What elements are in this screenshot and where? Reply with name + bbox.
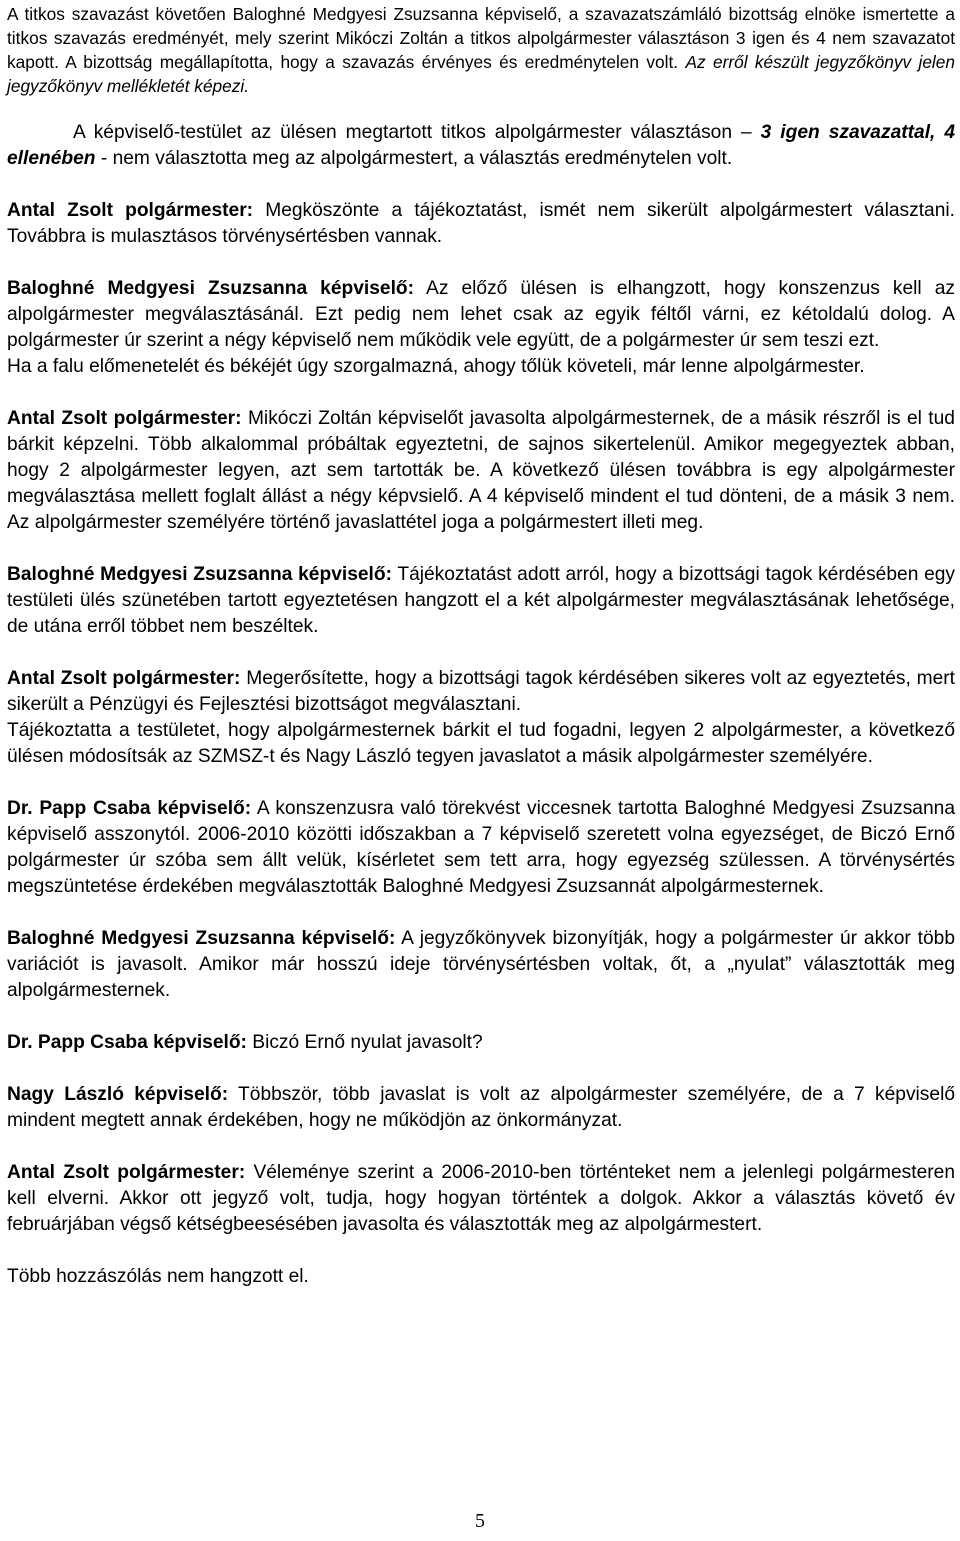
resolution-pre: A képviselő-testület az ülésen megtartott titkos alpolgármester választáson – (73, 122, 752, 143)
speech-paragraph (7, 666, 955, 718)
speech-text: Többször, több javaslat is volt az alpolgármester személyére, de a 7 képviselő mindent megtett annak érdekében, hogy ne működjön az önkormányzat. (7, 1084, 956, 1131)
speech-continuation: Ha a falu előmenetelét és békéjét úgy szorgalmazná, ahogy tőlük követeli, már lenne alpolgármester. (7, 356, 865, 377)
speech-paragraph (7, 926, 955, 1004)
speech-paragraph (7, 562, 955, 640)
speaker-name: Antal Zsolt polgármester: (7, 200, 254, 221)
speaker-name: Nagy László képviselő: (7, 1084, 229, 1105)
speaker-name: Antal Zsolt polgármester: (7, 408, 242, 429)
speech-paragraph (7, 1160, 955, 1238)
intro-paragraph (7, 2, 955, 98)
document-page (7, 0, 955, 1290)
speech-text: Megköszönte a tájékoztatást, ismét nem sikerült alpolgármestert választani. Továbbra is mulasztásos törvénysértésben vannak. (7, 200, 955, 247)
speech-paragraph (7, 796, 955, 900)
speech-text: A konszenzusra való törekvést viccesnek tartotta Baloghné Medgyesi Zsuzsanna képviselő asszonytól. 2006-2010 közötti időszakban a 7 képviselő szeretett volna egyezséget, de Biczó Ernő polgármester úr szóba sem állt velük, kísérletet sem tett arra, hogy egyezség szülessen. A törvénysértés megszüntetése érdekében megválasztották Baloghné Medgyesi Zsuzsannát alpolgármesternek. (7, 798, 955, 897)
speech-paragraph (7, 198, 955, 250)
speech-paragraph (7, 1082, 955, 1134)
speech-paragraph (7, 1030, 955, 1056)
speech-continuation: Tájékoztatta a testületet, hogy alpolgármesternek bárkit el tud fogadni, legyen 2 alpolgármester, a következő ülésen módosítsák az SZMSZ-t és Nagy László tegyen javaslatot a másik alpolgármester személyére. (7, 720, 955, 767)
speaker-name: Antal Zsolt polgármester: (7, 1162, 246, 1183)
speech-text: Biczó Ernő nyulat javasolt? (252, 1032, 483, 1053)
speaker-name: Dr. Papp Csaba képviselő: (7, 798, 252, 819)
speaker-name: Baloghné Medgyesi Zsuzsanna képviselő: (7, 564, 392, 585)
intro-italic-note: Az erről készült jegyzőkönyv jelen jegyzőkönyv mellékletét képezi. (7, 52, 955, 96)
speaker-name: Dr. Papp Csaba képviselő: (7, 1032, 247, 1053)
speech-text: Megerősítette, hogy a bizottsági tagok kérdésében sikeres volt az egyeztetés, mert sikerült a Pénzügyi és Fejlesztési bizottságot megválasztani. (7, 668, 955, 715)
speech-text: Az előző ülésen is elhangzott, hogy konszenzus kell az alpolgármester megválasztásánál. Ezt pedig nem lehet csak az egyik féltől várni, ez kétoldalú dolog. A polgármester úr szerint a négy képviselő nem működik vele együtt, de a polgármester úr sem teszi ezt. (7, 278, 955, 351)
resolution-paragraph (7, 120, 955, 172)
speaker-name: Antal Zsolt polgármester: (7, 668, 241, 689)
page-number: 5 (475, 1510, 485, 1532)
speech-text: Mikóczi Zoltán képviselőt javasolta alpolgármesternek, de a másik részről is el tud bárkit képzelni. Több alkalommal próbáltak egyeztetni, de sajnos sikertelenül. Amikor megegyeztek abban, hogy 2 alpolgármester legyen, azt sem tartották be. A következő ülésen továbbra is egy alpolgármester megválasztása mellett foglalt állást a négy képvsielő. A 4 képviselő mindent el tud dönteni, de a másik 3 nem. Az alpolgármester személyére történő javaslattétel joga a polgármestert illeti meg. (7, 408, 955, 533)
speech-text: Tájékoztatást adott arról, hogy a bizottsági tagok kérdésében egy testületi ülés szünetében tartott egyeztetésen hangzott el a két alpolgármester megválasztásának lehetősége, de utána erről többet nem beszéltek. (7, 564, 956, 637)
closing-statement: Több hozzászólás nem hangzott el. (7, 1266, 309, 1287)
speech-paragraph (7, 276, 955, 354)
resolution-vote: 3 igen szavazattal, 4 ellenében (7, 122, 956, 169)
speech-paragraph (7, 406, 955, 536)
speaker-name: Baloghné Medgyesi Zsuzsanna képviselő: (7, 278, 415, 299)
resolution-post: - nem választotta meg az alpolgármestert, a választás eredménytelen volt. (100, 148, 733, 169)
speech-text: Véleménye szerint a 2006-2010-ben történteket nem a jelenlegi polgármesteren kell elverni. Akkor ott jegyző volt, tudja, hogy hogyan történtek a dolgok. Akkor a választás követő év februárjában végső kétségbeesésében javasolta és választották meg az alpolgármestert. (7, 1162, 955, 1235)
speaker-name: Baloghné Medgyesi Zsuzsanna képviselő: (7, 928, 396, 949)
speech-text: A jegyzőkönyvek bizonyítják, hogy a polgármester úr akkor több variációt is javasolt. Amikor már hosszú ideje törvénysértésben voltak, őt, a „nyulat” választották meg alpolgármesternek. (7, 928, 955, 1001)
intro-text: A titkos szavazást követően Baloghné Medgyesi Zsuzsanna képviselő, a szavazatszámláló bizottság elnöke ismertette a titkos szavazás eredményét, mely szerint Mikóczi Zoltán a titkos alpolgármester választáson 3 igen és 4 nem szavazatot kapott. A bizottság megállapította, hogy a szavazás érvényes és eredménytelen volt. (7, 4, 955, 72)
